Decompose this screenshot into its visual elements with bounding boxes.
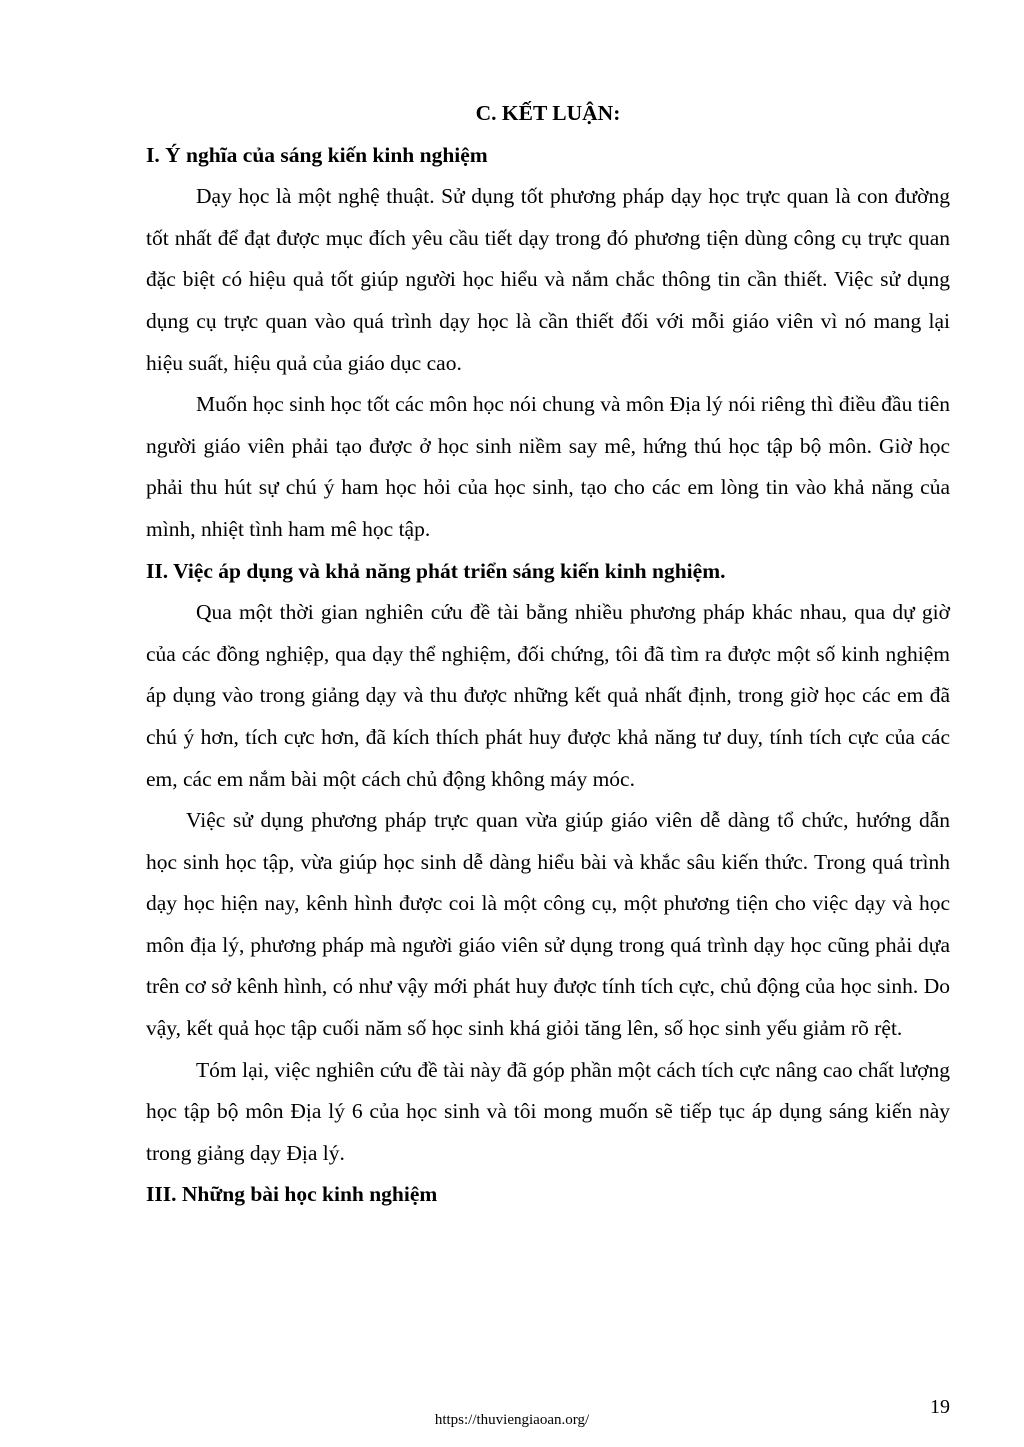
footer-url[interactable]: https://thuviengiaoan.org/ bbox=[434, 1412, 590, 1428]
section-heading-lessons-text: . Những bài học kinh nghiệm bbox=[171, 1182, 438, 1207]
paragraph: Tóm lại, việc nghiên cứu đề tài này đã góp phần một cách tích cực nâng cao chất lượng học tập bộ môn Địa lý 6 của học sinh và tôi mong muốn sẽ tiếp tục áp dụng sáng kiến này trong giảng dạy Địa lý. bbox=[146, 1057, 950, 1165]
page-number: 19 bbox=[930, 1396, 950, 1418]
paragraph: Qua một thời gian nghiên cứu đề tài bằng nhiều phương pháp khác nhau, qua dự giờ của các đồng nghiệp, qua dạy thể nghiệm, đối chứng, tôi đã tìm ra được một số kinh nghiệm áp dụng vào trong giảng dạy và thu được những kết quả nhất định, trong giờ học các em đã chú ý hơn, tích cực hơn, đã kích thích phát huy được khả năng tư duy, tính tích cực của các em, các em nắm bài một cách chủ động không máy móc. bbox=[146, 600, 950, 791]
paragraph: Việc sử dụng phương pháp trực quan vừa giúp giáo viên dễ dàng tổ chức, hướng dẫn học sinh học tập, vừa giúp học sinh dễ dàng hiểu bài và khắc sâu kiến thức. Trong quá trình dạy học hiện nay, kênh hình được coi là một công cụ, một phương tiện cho việc dạy và học môn địa lý, phương pháp mà người giáo viên sử dụng trong quá trình dạy học cũng phải dựa trên cơ sở kênh hình, có như vậy mới phát huy được tính tích cực, chủ động của học sinh. Do vậy, kết quả học tập cuối năm số học sinh khá giỏi tăng lên, số học sinh yếu giảm rõ rệt. bbox=[146, 808, 950, 1041]
section-heading-lessons bbox=[146, 1174, 950, 1216]
section-heading-application: II. Việc áp dụng và khả năng phát triển sáng kiến kinh nghiệm. bbox=[146, 558, 726, 583]
paragraph: Dạy học là một nghệ thuật. Sử dụng tốt phương pháp dạy học trực quan là con đường tốt nhất để đạt được mục đích yêu cầu tiết dạy trong đó phương tiện dùng công cụ trực quan đặc biệt có hiệu quả tốt giúp người học hiểu và nắm chắc thông tin cần thiết. Việc sử dụng dụng cụ trực quan vào quá trình dạy học là cần thiết đối với mỗi giáo viên vì nó mang lại hiệu suất, hiệu quả của giáo dục cao. bbox=[146, 184, 950, 375]
conclusion-title: C. KẾT LUẬN: bbox=[475, 101, 621, 125]
document-body bbox=[146, 93, 950, 1216]
paragraph: Muốn học sinh học tốt các môn học nói chung và môn Địa lý nói riêng thì điều đầu tiên người giáo viên phải tạo được ở học sinh niềm say mê, hứng thú học tập bộ môn. Giờ học phải thu hút sự chú ý ham học hỏi của học sinh, tạo cho các em lòng tin vào khả năng của mình, nhiệt tình ham mê học tập. bbox=[146, 392, 950, 541]
section-heading-lessons-number: III bbox=[146, 1182, 172, 1207]
section-heading-meaning: I. Ý nghĩa của sáng kiến kinh nghiệm bbox=[146, 142, 488, 167]
